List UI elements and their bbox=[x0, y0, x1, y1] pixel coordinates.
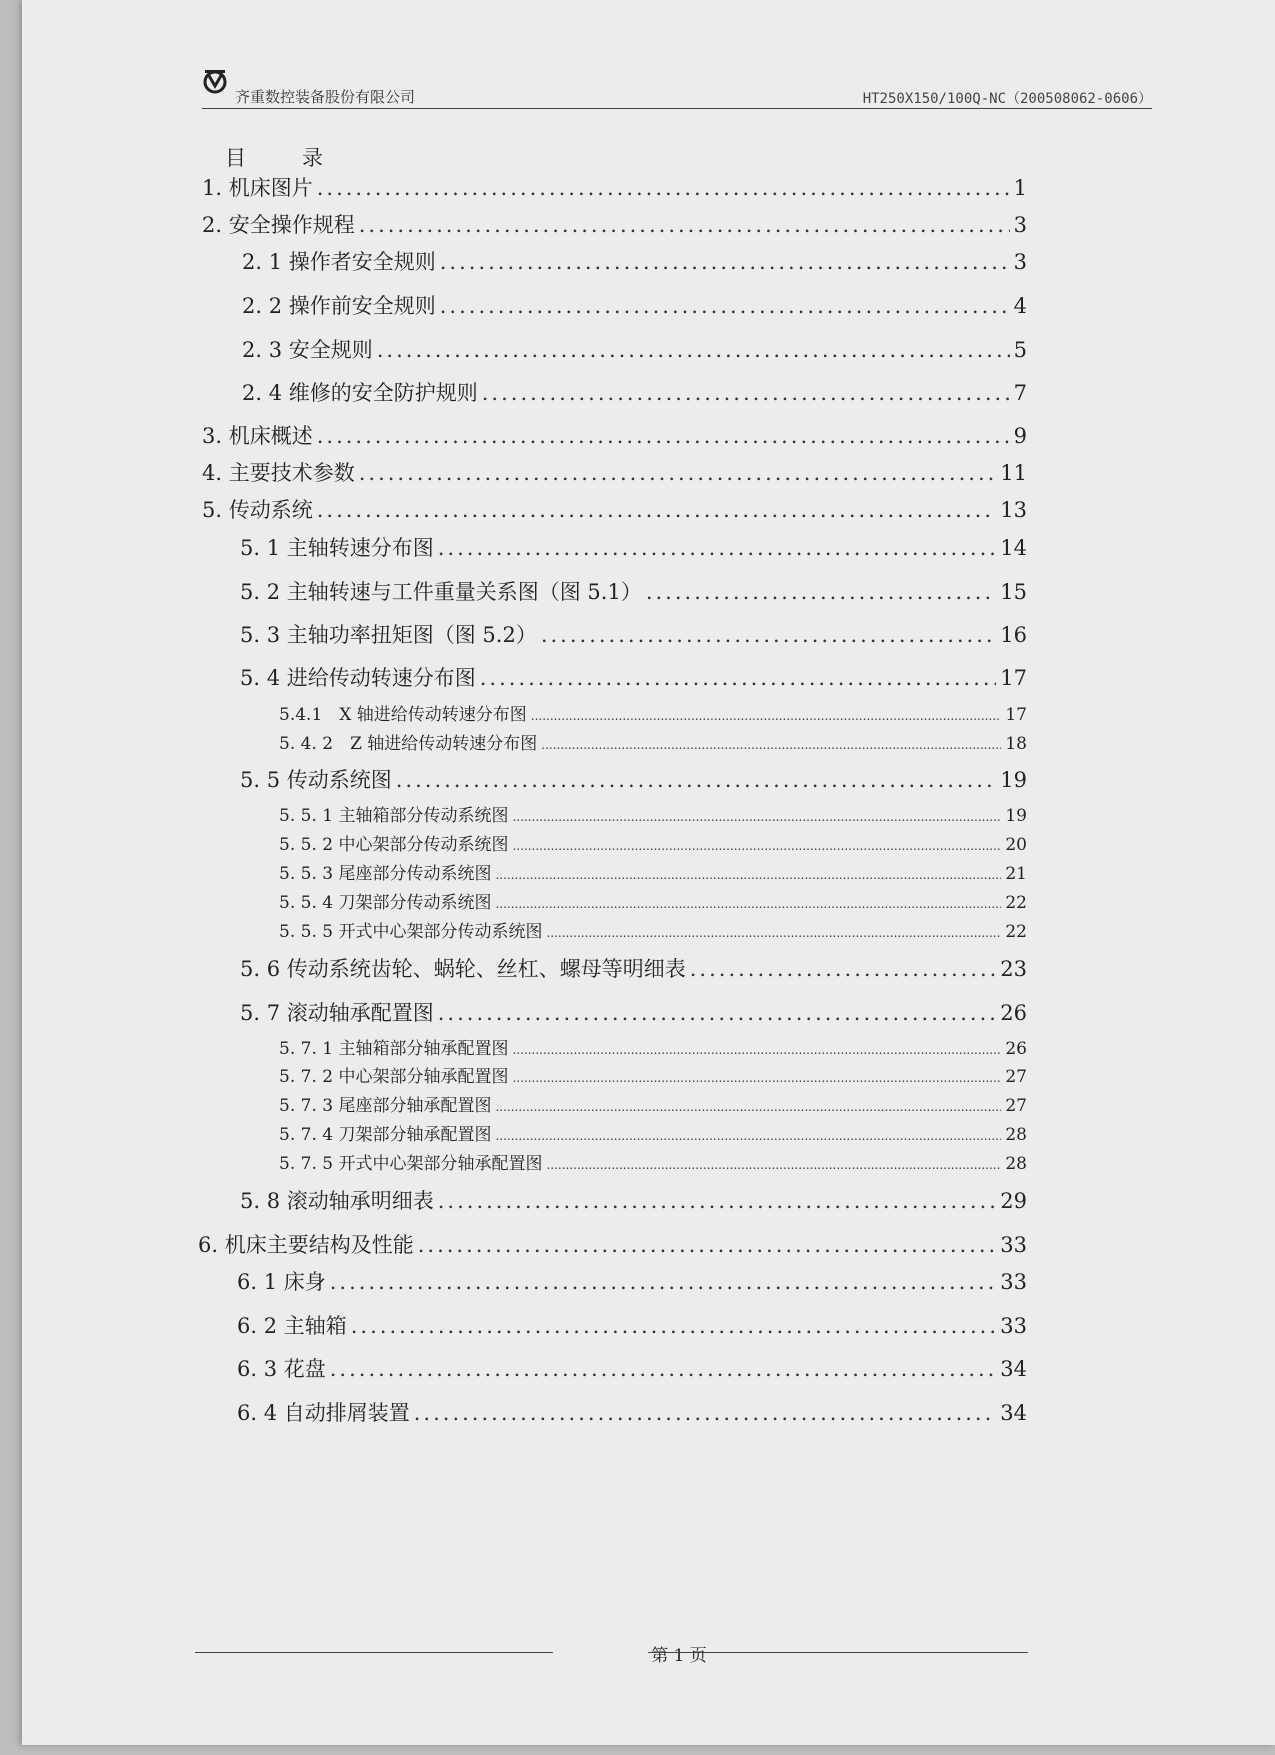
toc-leader-dots bbox=[418, 1233, 997, 1257]
document-number: HT250X150/100Q-NC（200508062-0606） bbox=[862, 91, 1152, 107]
toc-entry-page: 17 bbox=[1000, 666, 1027, 690]
toc-entry-page: 15 bbox=[1000, 580, 1027, 604]
toc-entry bbox=[202, 494, 1027, 524]
toc-entry-page: 17 bbox=[1005, 705, 1027, 725]
toc-entry bbox=[279, 1149, 1027, 1174]
toc-entry-page: 5 bbox=[1013, 338, 1027, 362]
company-name: 齐重数控装备股份有限公司 bbox=[235, 88, 416, 106]
toc-entry-page: 26 bbox=[1000, 1001, 1027, 1025]
toc-entry-label: 5. 4. 2 Z 轴进给传动转速分布图 bbox=[279, 734, 538, 754]
toc-entry-label: 2. 1 操作者安全规则 bbox=[242, 250, 436, 274]
toc-leader-dots bbox=[480, 666, 997, 690]
footer-rule-right bbox=[648, 1652, 1028, 1653]
toc-entry bbox=[202, 420, 1027, 450]
toc-entry bbox=[279, 1062, 1027, 1087]
toc-leader-dots bbox=[512, 810, 1001, 824]
toc-entry-page: 34 bbox=[1000, 1401, 1027, 1425]
toc-entry bbox=[279, 700, 1027, 725]
toc-entry-page: 34 bbox=[1000, 1357, 1027, 1381]
toc-entry bbox=[242, 334, 1027, 364]
toc-entry-page: 4 bbox=[1013, 294, 1027, 318]
toc-entry-label: 6. 机床主要结构及性能 bbox=[198, 1233, 414, 1257]
toc-leader-dots bbox=[438, 1189, 997, 1213]
toc-leader-dots bbox=[330, 1357, 997, 1381]
toc-leader-dots bbox=[317, 498, 997, 522]
toc-entry-label: 5. 7. 3 尾座部分轴承配置图 bbox=[279, 1096, 492, 1116]
toc-entry-label: 5. 7. 4 刀架部分轴承配置图 bbox=[279, 1125, 492, 1145]
toc-entry-label: 2. 2 操作前安全规则 bbox=[242, 294, 436, 318]
toc-leader-dots bbox=[495, 897, 1001, 911]
toc-leader-dots bbox=[317, 176, 1010, 200]
toc-entry bbox=[279, 888, 1027, 913]
toc-leader-dots bbox=[512, 1043, 1001, 1057]
toc-entry-page: 19 bbox=[1005, 806, 1027, 826]
toc-entry bbox=[237, 1397, 1027, 1427]
toc-entry bbox=[237, 1266, 1027, 1296]
toc-leader-dots bbox=[646, 580, 996, 604]
toc-leader-dots bbox=[495, 1100, 1001, 1114]
toc-entry-label: 5. 1 主轴转速分布图 bbox=[240, 536, 434, 560]
toc-entry-page: 13 bbox=[1000, 498, 1027, 522]
toc-entry-label: 5. 7. 5 开式中心架部分轴承配置图 bbox=[279, 1154, 543, 1174]
toc-entry bbox=[242, 290, 1027, 320]
toc-entry-page: 20 bbox=[1005, 835, 1027, 855]
toc-entry bbox=[279, 801, 1027, 826]
toc-leader-dots bbox=[377, 338, 1010, 362]
toc-entry-page: 28 bbox=[1005, 1125, 1027, 1145]
toc-entry bbox=[242, 246, 1027, 276]
toc-entry-label: 5. 7. 2 中心架部分轴承配置图 bbox=[279, 1067, 509, 1087]
toc-entry-page: 21 bbox=[1005, 864, 1027, 884]
toc-entry bbox=[279, 917, 1027, 942]
toc-entry-label: 5. 5. 3 尾座部分传动系统图 bbox=[279, 864, 492, 884]
toc-entry-label: 5. 5. 4 刀架部分传动系统图 bbox=[279, 893, 492, 913]
toc-entry bbox=[279, 830, 1027, 855]
toc-entry-page: 9 bbox=[1013, 424, 1027, 448]
toc-entry-label: 5. 5 传动系统图 bbox=[240, 768, 392, 792]
toc-entry-page: 19 bbox=[1000, 768, 1027, 792]
toc-leader-dots bbox=[359, 213, 1010, 237]
toc-entry bbox=[240, 532, 1027, 562]
footer-rule-left bbox=[195, 1652, 553, 1653]
toc-entry bbox=[240, 997, 1027, 1027]
toc-entry-page: 26 bbox=[1005, 1039, 1027, 1059]
toc-entry-page: 1 bbox=[1013, 176, 1027, 200]
toc-leader-dots bbox=[351, 1314, 997, 1338]
toc-entry-page: 27 bbox=[1005, 1067, 1027, 1087]
toc-entry bbox=[237, 1310, 1027, 1340]
toc-entry-label: 5. 5. 5 开式中心架部分传动系统图 bbox=[279, 922, 543, 942]
toc-entry-page: 3 bbox=[1013, 213, 1027, 237]
toc-entry-label: 5. 5. 2 中心架部分传动系统图 bbox=[279, 835, 509, 855]
toc-entry-label: 2. 4 维修的安全防护规则 bbox=[242, 381, 478, 405]
toc-leader-dots bbox=[512, 839, 1001, 853]
toc-entry-label: 5. 4 进给传动转速分布图 bbox=[240, 666, 476, 690]
toc-entry-label: 2. 安全操作规程 bbox=[202, 213, 355, 237]
toc-entry bbox=[240, 662, 1027, 692]
toc-entry-page: 22 bbox=[1005, 922, 1027, 942]
toc-entry bbox=[202, 209, 1027, 239]
toc-entry-page: 16 bbox=[1000, 623, 1027, 647]
toc-entry-page: 33 bbox=[1000, 1314, 1027, 1338]
toc-entry-page: 27 bbox=[1005, 1096, 1027, 1116]
toc-leader-dots bbox=[330, 1270, 997, 1294]
toc-entry bbox=[242, 377, 1027, 407]
toc-entry-label: 5. 8 滚动轴承明细表 bbox=[240, 1189, 434, 1213]
toc-entry-label: 5. 3 主轴功率扭矩图（图 5.2） bbox=[240, 623, 537, 647]
toc-entry-page: 3 bbox=[1013, 250, 1027, 274]
page-number: 第 1 页 bbox=[651, 1646, 707, 1666]
toc-entry bbox=[198, 1229, 1027, 1259]
toc-entry bbox=[240, 619, 1027, 649]
toc-entry-label: 6. 2 主轴箱 bbox=[237, 1314, 347, 1338]
toc-leader-dots bbox=[440, 250, 1010, 274]
toc-entry-page: 23 bbox=[1000, 957, 1027, 981]
toc-entry-label: 5. 6 传动系统齿轮、蜗轮、丝杠、螺母等明细表 bbox=[240, 957, 686, 981]
toc-leader-dots bbox=[438, 1001, 997, 1025]
toc-entry bbox=[240, 764, 1027, 794]
toc-entry bbox=[240, 576, 1027, 606]
toc-leader-dots bbox=[690, 957, 997, 981]
toc-entry bbox=[279, 1034, 1027, 1059]
toc-entry bbox=[279, 1120, 1027, 1145]
toc-entry-page: 29 bbox=[1000, 1189, 1027, 1213]
toc-entry-label: 5.4.1 X 轴进给传动转速分布图 bbox=[279, 705, 527, 725]
toc-leader-dots bbox=[546, 926, 1001, 940]
toc-leader-dots bbox=[396, 768, 997, 792]
toc-leader-dots bbox=[482, 381, 1010, 405]
table-of-contents bbox=[22, 0, 1275, 1745]
toc-entry-page: 28 bbox=[1005, 1154, 1027, 1174]
toc-leader-dots bbox=[317, 424, 1010, 448]
toc-entry-label: 2. 3 安全规则 bbox=[242, 338, 373, 362]
toc-entry-label: 6. 1 床身 bbox=[237, 1270, 326, 1294]
toc-entry-label: 4. 主要技术参数 bbox=[202, 461, 355, 485]
toc-entry-label: 5. 传动系统 bbox=[202, 498, 313, 522]
toc-leader-dots bbox=[512, 1071, 1001, 1085]
toc-leader-dots bbox=[495, 1129, 1001, 1143]
toc-leader-dots bbox=[440, 294, 1010, 318]
toc-entry bbox=[279, 1091, 1027, 1116]
toc-entry bbox=[279, 729, 1027, 754]
toc-title-char-2: 录 bbox=[302, 146, 323, 170]
toc-entry-page: 33 bbox=[1000, 1233, 1027, 1257]
toc-leader-dots bbox=[541, 738, 1001, 752]
toc-entry bbox=[240, 1185, 1027, 1215]
toc-leader-dots bbox=[438, 536, 997, 560]
toc-entry-page: 14 bbox=[1000, 536, 1027, 560]
toc-entry-page: 33 bbox=[1000, 1270, 1027, 1294]
toc-entry-page: 22 bbox=[1005, 893, 1027, 913]
toc-entry-label: 5. 7 滚动轴承配置图 bbox=[240, 1001, 434, 1025]
toc-entry-page: 18 bbox=[1005, 734, 1027, 754]
document-page bbox=[22, 0, 1275, 1745]
toc-leader-dots bbox=[546, 1158, 1001, 1172]
toc-entry-label: 5. 2 主轴转速与工件重量关系图（图 5.1） bbox=[240, 580, 642, 604]
toc-entry-page: 11 bbox=[1000, 461, 1027, 485]
toc-leader-dots bbox=[531, 709, 1002, 723]
toc-entry-page: 7 bbox=[1013, 381, 1027, 405]
toc-entry-label: 5. 5. 1 主轴箱部分传动系统图 bbox=[279, 806, 509, 826]
toc-leader-dots bbox=[541, 623, 996, 647]
toc-entry bbox=[237, 1353, 1027, 1383]
toc-entry bbox=[240, 953, 1027, 983]
toc-entry-label: 1. 机床图片 bbox=[202, 176, 313, 200]
toc-leader-dots bbox=[359, 461, 997, 485]
toc-entry-label: 6. 3 花盘 bbox=[237, 1357, 326, 1381]
toc-entry-label: 5. 7. 1 主轴箱部分轴承配置图 bbox=[279, 1039, 509, 1059]
toc-entry-label: 3. 机床概述 bbox=[202, 424, 313, 448]
toc-entry bbox=[202, 457, 1027, 487]
toc-leader-dots bbox=[414, 1401, 997, 1425]
toc-entry-label: 6. 4 自动排屑装置 bbox=[237, 1401, 410, 1425]
toc-entry bbox=[279, 859, 1027, 884]
toc-leader-dots bbox=[495, 868, 1001, 882]
toc-entry bbox=[202, 172, 1027, 202]
toc-title-char-1: 目 bbox=[225, 146, 246, 170]
